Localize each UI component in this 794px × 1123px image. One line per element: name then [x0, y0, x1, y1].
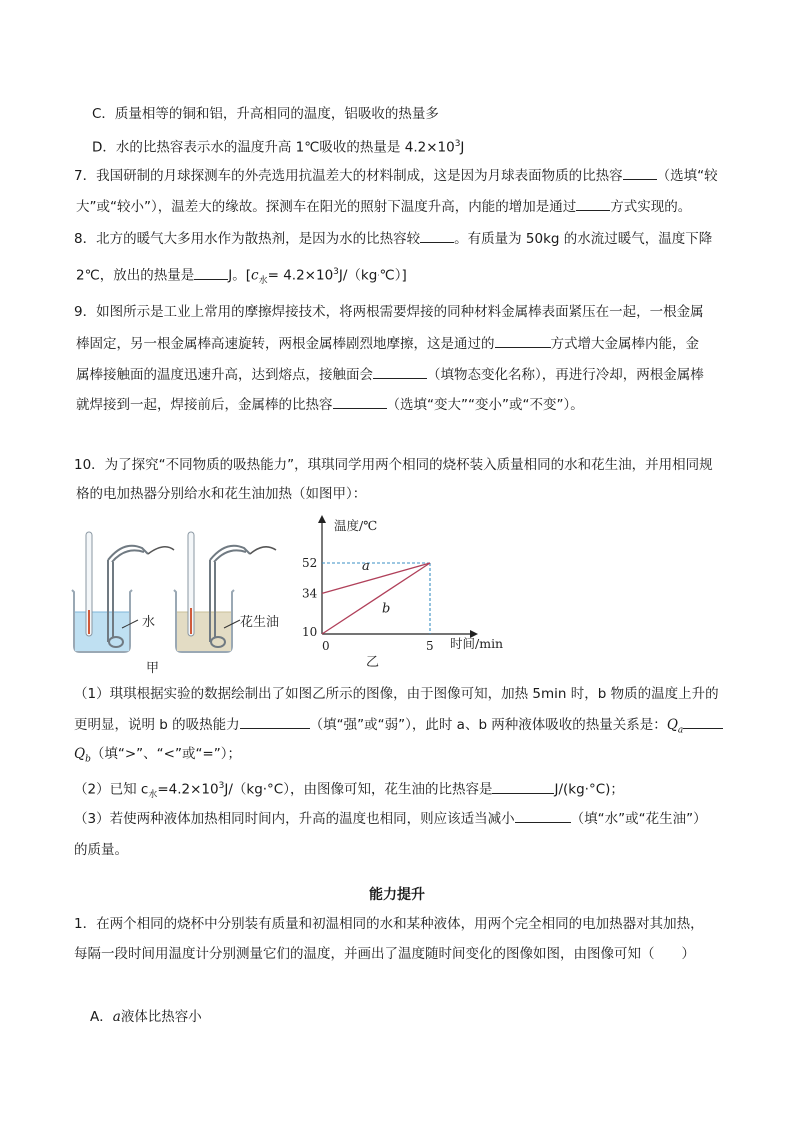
adv1-option-a-letter: A． — [90, 1009, 113, 1025]
q10-blank-3[interactable] — [492, 779, 554, 794]
q10-part3-line-2: 的质量。 — [74, 842, 128, 858]
q10-qa-symbol: Q — [666, 717, 678, 733]
q10-part2-text-c: J/（kg·°C），由图像可知，花生油的比热容是 — [224, 781, 493, 798]
q10-part1-text-2b: （填“强”或“弱”），此时 a、b 两种液体吸收的热量关系是： — [309, 717, 667, 733]
q8-text-1b: 。有质量为 50kg 的水流过暖气，温度下降 — [454, 231, 713, 247]
q8-blank-2[interactable] — [194, 265, 228, 280]
series-label-a: a — [362, 559, 370, 575]
series-label-b: b — [382, 601, 391, 617]
water-label: 水 — [142, 615, 156, 630]
q10-blank-2[interactable] — [683, 714, 723, 729]
q10-blank-1[interactable] — [240, 714, 310, 729]
q10-part2-text-d: J/(kg·°C)； — [554, 781, 624, 798]
water-beaker — [72, 532, 174, 652]
y-axis-arrow-icon — [318, 515, 326, 523]
q7-text-2a: 大”或“较小”），温差大的缘故。探测车在阳光的照射下温度升高，内能的增加是通过 — [76, 199, 577, 215]
q10-qb-symbol: Q — [74, 746, 86, 762]
beaker-figure — [64, 520, 314, 680]
q10-part1-text-2a: 更明显，说明 b 的吸热能力 — [74, 717, 240, 733]
q10-part1-line-1: （1）琪琪根据实验的数据绘制出了如图乙所示的图像，由于图像可知，加热 5min 时，b 物质的温度上升的 — [74, 686, 719, 702]
q7-text-1a: 7．我国研制的月球探测车的外壳选用抗温差大的材料制成，这是因为月球表面物质的比热容 — [74, 168, 623, 184]
oil-beaker — [174, 532, 276, 652]
x-tick-label-5: 5 — [426, 639, 434, 653]
q7-text-2b: 方式实现的。 — [610, 199, 692, 215]
q8-text-2a: 2℃，放出的热量是 — [76, 267, 195, 284]
q8-text-2d: J/（kg — [338, 267, 378, 284]
series-line-a — [322, 563, 430, 593]
q7-blank-2[interactable] — [576, 196, 610, 211]
q10-blank-4[interactable] — [515, 808, 571, 823]
origin-label: 0 — [322, 639, 330, 653]
adv1-line-1: 1．在两个相同的烧杯中分别装有质量和初温相同的水和某种液体，用两个完全相同的电加热器对其加热， — [74, 916, 704, 932]
q6-option-d-unit: J — [460, 139, 465, 156]
q10-part3-line-1 — [74, 808, 722, 829]
q9-text-2a: 棒固定，另一根金属棒高速旋转，两根金属棒剧烈地摩擦，这是通过的 — [76, 336, 495, 352]
q10-part2-exp: 3 — [218, 781, 225, 791]
x-axis-label: 时间/min — [450, 636, 504, 651]
adv1-line-2: 每隔一段时间用温度计分别测量它们的温度，并画出了温度随时间变化的图像如图，由图像可知（ ） — [74, 946, 695, 962]
q7-line-1 — [74, 165, 722, 186]
q9-line-1: 9．如图所示是工业上常用的摩擦焊接技术，将两根需要焊接的同种材料金属棒表面紧压在一起，一根金属 — [74, 304, 704, 320]
q9-blank-1[interactable] — [495, 333, 551, 348]
q9-line-3 — [76, 364, 722, 385]
q10-part1-line-2 — [74, 714, 722, 741]
q10-part2-text-a: （2）已知 c — [74, 781, 149, 798]
q10-part1-text-3: （填“>”、“<”或“=”）； — [90, 746, 241, 762]
adv1-option-a-text: 液体比热容小 — [120, 1009, 202, 1025]
q9-blank-2[interactable] — [373, 364, 427, 379]
q10-part3-text-a: （3）若使两种液体加热相同时间内，升高的温度也相同，则应该适当减小 — [74, 811, 515, 827]
q9-blank-3[interactable] — [333, 394, 387, 409]
q6-option-d — [92, 134, 722, 158]
q10-part2-text-b: =4.2×10 — [157, 781, 219, 798]
q8-text-2b: J。[ — [228, 267, 252, 284]
adv1-option-a-var: a — [112, 1009, 121, 1025]
temperature-time-chart — [296, 512, 526, 678]
oil-label: 花生油 — [240, 615, 280, 630]
q9-text-3b: （填物态变化名称），再进行冷却，两根金属棒 — [427, 367, 704, 383]
section-title: 能力提升 — [369, 887, 425, 903]
q9-line-4 — [76, 394, 722, 415]
q8-line-2: 2℃，放出的热量是 J。[$c_水=$ $4.2\times 10^3J/(kg\cdot℃)$] — [76, 262, 722, 291]
q6-option-d-text: D．水的比热容表示水的温度升高 1℃吸收的热量是 4.2×10 — [92, 139, 455, 156]
q9-text-4a: 就焊接到一起，焊接前后，金属棒的比热容 — [76, 397, 333, 413]
q7-line-2 — [76, 196, 722, 217]
q6-option-c: C．质量相等的铜和铝，升高相同的温度，铝吸收的热量多 — [92, 106, 439, 122]
q10-qa-sub: a — [677, 725, 684, 736]
y-axis-label: 温度/℃ — [334, 518, 378, 533]
q8-c-sub: 水 — [258, 276, 268, 287]
q8-exp: 3 — [333, 267, 339, 277]
q10-part3-text-b: （填“水”或“花生油”） — [570, 811, 707, 827]
q10-line-2: 格的电加热器分别给水和花生油加热（如图甲）： — [76, 486, 367, 502]
y-tick-label-10: 10 — [302, 625, 318, 639]
q9-text-4b: （选填“变大”“变小”或“不变”）。 — [386, 397, 584, 413]
q8-text-2e: ℃）] — [379, 267, 407, 284]
q10-part2-sub: 水 — [148, 790, 158, 801]
series-line-b — [322, 563, 430, 634]
caption-jia: 甲 — [146, 661, 160, 676]
q7-text-1b: （选填“较 — [656, 168, 718, 184]
q8-text-1a: 8．北方的暖气大多用水作为散热剂，是因为水的比热容较 — [74, 231, 421, 247]
q8-blank-1[interactable] — [420, 228, 454, 243]
q9-text-3a: 属棒接触面的温度迅速升高，达到熔点，接触面会 — [76, 367, 373, 383]
adv1-option-a — [90, 1007, 722, 1027]
q10-line-1: 10．为了探究“不同物质的吸热能力”，琪琪同学用两个相同的烧杯装入质量相同的水和花生油，并用相同规 — [74, 457, 713, 473]
q9-line-2 — [76, 333, 722, 354]
caption-yi: 乙 — [366, 655, 380, 670]
q8-text-2c: = 4.2×10 — [267, 267, 334, 284]
y-tick-label-52: 52 — [302, 556, 318, 570]
q10-qb-sub: b — [85, 754, 91, 765]
q10-part2-line — [74, 776, 722, 805]
q10-part1-line-3 — [74, 744, 722, 770]
q7-blank-1[interactable] — [623, 165, 657, 180]
q9-text-2b: 方式增大金属棒内能，金 — [550, 336, 699, 352]
q8-c-symbol: c — [251, 267, 259, 284]
q8-line-1 — [74, 228, 722, 249]
q6-option-d-exp: 3 — [454, 139, 461, 149]
y-tick-label-34: 34 — [302, 586, 318, 601]
